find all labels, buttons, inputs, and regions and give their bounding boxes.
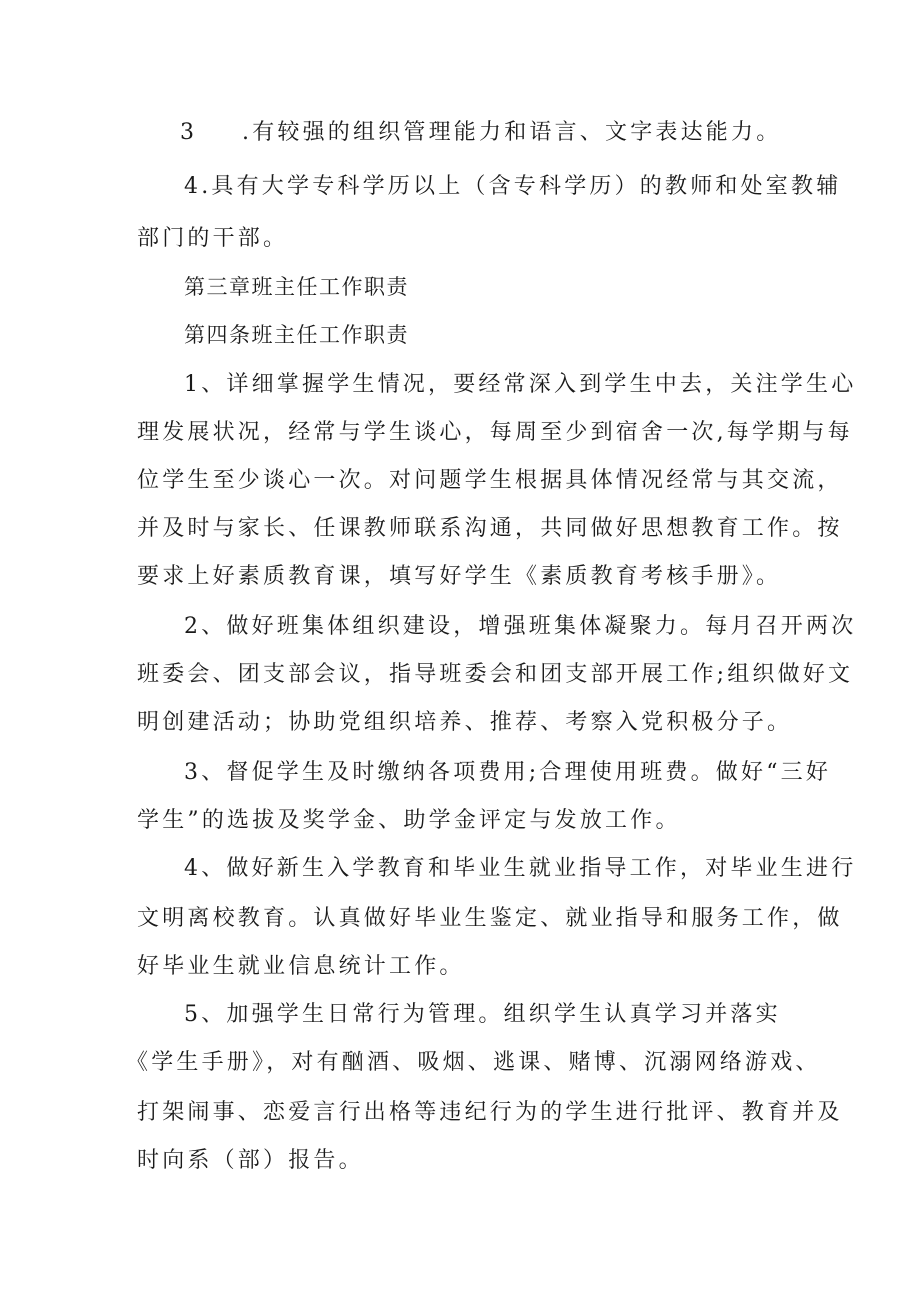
item-4-line-2: 部门的干部。 [137,226,289,251]
duty-3-line-1: 3、督促学生及时缴纳各项费用;合理使用班费。做好“三好 [184,760,832,785]
duty-1-line-2: 理发展状况，经常与学生谈心，每周至少到宿舍一次,每学期与每 [137,420,853,445]
duty-5-line-1: 5、加强学生日常行为管理。组织学生认真学习并落实 [184,1002,781,1027]
item-3-text: .有较强的组织管理能力和语言、文字表达能力。 [242,120,782,145]
duty-5-line-4: 时向系（部）报告。 [137,1148,364,1173]
duty-2-line-3: 明创建活动；协助党组织培养、推荐、考察入党积极分子。 [137,710,793,735]
item-3 [180,118,781,148]
duty-1-line-3: 位学生至少谈心一次。对问题学生根据具体情况经常与其交流， [137,468,843,493]
duty-4-line-2: 文明离校教育。认真做好毕业生鉴定、就业指导和服务工作，做 [137,906,843,931]
duty-1-line-1: 1、详细掌握学生情况，要经常深入到学生中去，关注学生心 [184,372,857,397]
item-4-line-1: 4.具有大学专科学历以上（含专科学历）的教师和处室教辅 [184,174,842,199]
duty-1-line-5: 要求上好素质教育课，填写好学生《素质教育考核手册》。 [137,564,782,589]
duty-2-line-2: 班委会、团支部会议，指导班委会和团支部开展工作;组织做好文 [137,662,854,687]
duty-4-line-3: 好毕业生就业信息统计工作。 [137,954,465,979]
chapter-title: 第三章班主任工作职责 [184,275,409,299]
article-title: 第四条班主任工作职责 [184,323,409,347]
duty-2-line-1: 2、做好班集体组织建设，增强班集体凝聚力。每月召开两次 [184,614,857,639]
duty-5-line-2: 《学生手册》，对有酗酒、吸烟、逃课、赌博、沉溺网络游戏、 [126,1050,821,1075]
duty-4-line-1: 4、做好新生入学教育和毕业生就业指导工作，对毕业生进行 [184,856,857,881]
duty-1-line-4: 并及时与家长、任课教师联系沟通，共同做好思想教育工作。按 [137,516,843,541]
item-3-number: 3 [180,120,198,145]
duty-3-line-2: 学生”的选拔及奖学金、助学金评定与发放工作。 [137,808,681,833]
duty-5-line-3: 打架闹事、恋爱言行出格等违纪行为的学生进行批评、教育并及 [137,1100,843,1125]
